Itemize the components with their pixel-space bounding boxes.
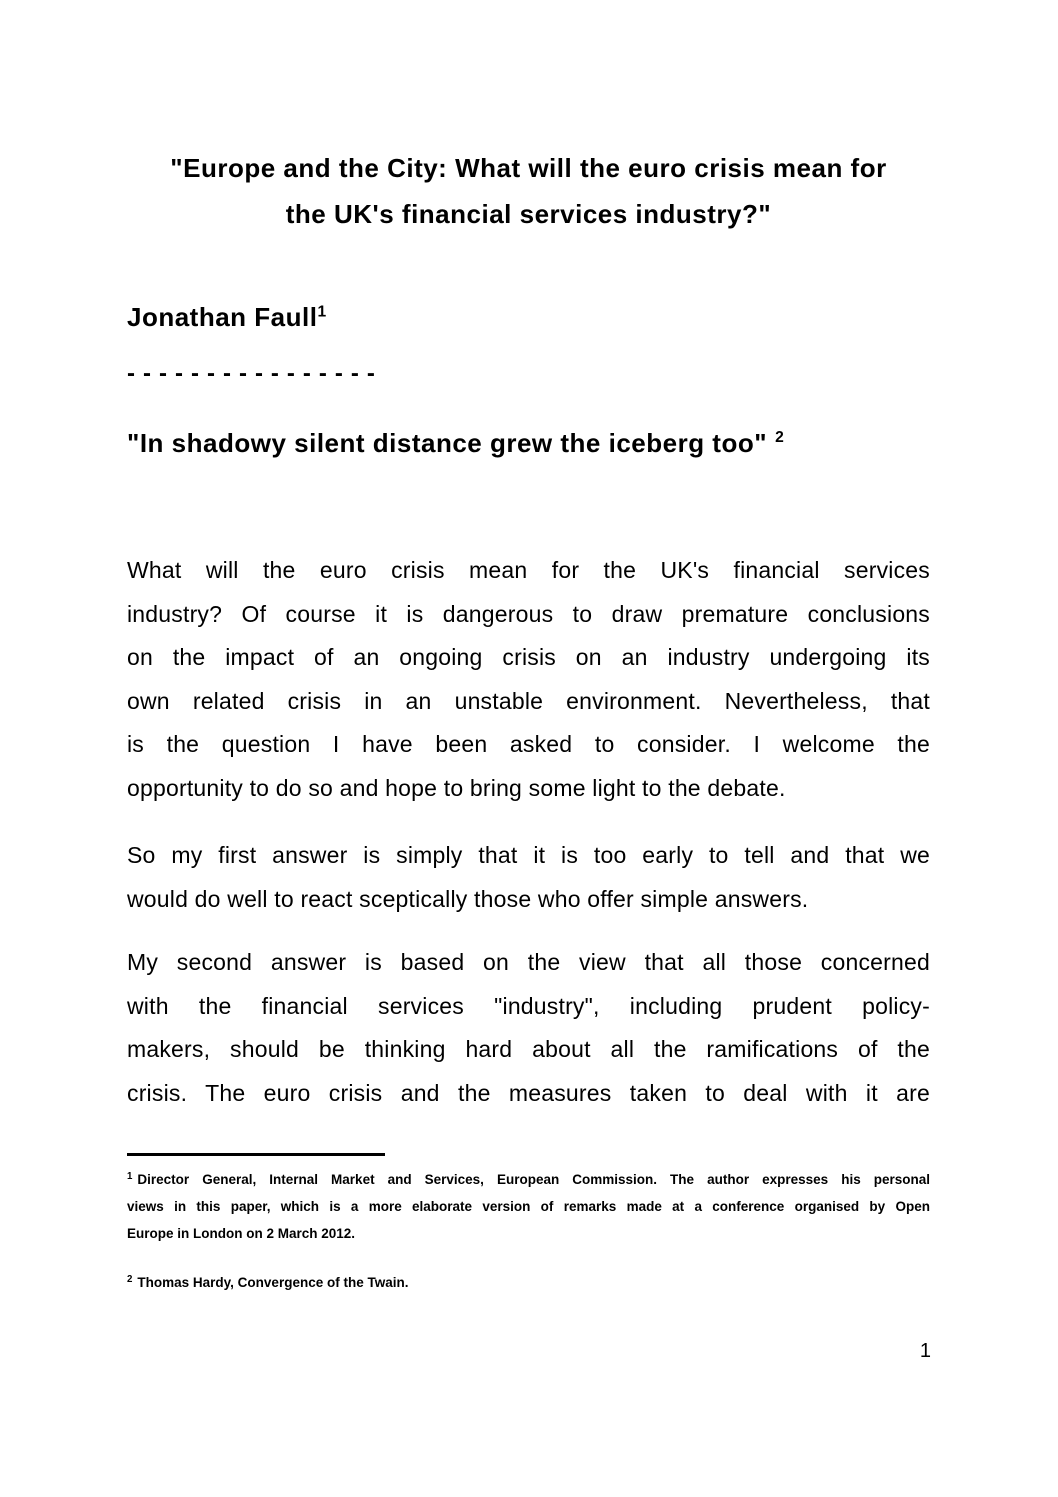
- title-line-1: "Europe and the City: What will the euro crisis mean for: [170, 153, 887, 183]
- page-number: 1: [919, 1340, 931, 1362]
- body-line: What will the euro crisis mean for the UK's financial services: [127, 557, 930, 583]
- author-footnote-ref: 1: [317, 303, 327, 321]
- footnote-line: [127, 1166, 930, 1193]
- footnote-marker: 1: [127, 1170, 133, 1182]
- body-line: crisis. The euro crisis and the measures taken to deal with it are: [127, 1079, 930, 1106]
- author-name: Jonathan Faull: [127, 302, 318, 332]
- footnote-line: Europe in London on 2 March 2012.: [127, 1226, 356, 1241]
- page-content: [0, 145, 1058, 1296]
- body-line: opportunity to do so and hope to bring some light to the debate.: [127, 774, 786, 801]
- footnote-line: views in this paper, which is a more elaborate version of remarks made at a conference organised by Open: [127, 1199, 930, 1214]
- body-line: own related crisis in an unstable environment. Nevertheless, that: [127, 687, 930, 714]
- document-title: [127, 145, 930, 237]
- body-line: industry? Of course it is dangerous to draw premature conclusions: [127, 600, 930, 627]
- body-line: makers, should be thinking hard about all the ramifications of the: [127, 1036, 930, 1062]
- footnote-marker: 2: [127, 1273, 133, 1285]
- footnote-text: Thomas Hardy, Convergence of the Twain.: [137, 1275, 409, 1290]
- body-paragraph-1: [127, 549, 930, 810]
- body-paragraph-3: [127, 941, 930, 1115]
- footnote-text: Director General, Internal Market and Services, European Commission. The author expresses his personal: [137, 1172, 930, 1187]
- epigraph-text: "In shadowy silent distance grew the iceberg too": [127, 428, 768, 458]
- author-line: [127, 299, 930, 335]
- title-line-2: the UK's financial services industry?": [285, 199, 772, 229]
- body-line: My second answer is based on the view that all those concerned: [127, 949, 930, 975]
- body-line: would do well to react sceptically those who offer simple answers.: [127, 885, 809, 912]
- body-line: is the question I have been asked to consider. I welcome the: [127, 731, 930, 757]
- epigraph-footnote-ref: 2: [775, 429, 785, 447]
- epigraph-quote: [127, 425, 930, 461]
- body-line: So my first answer is simply that it is too early to tell and that we: [127, 842, 930, 868]
- footnote-separator-rule: [127, 1153, 385, 1156]
- footnote-1: [127, 1166, 930, 1247]
- body-line: on the impact of an ongoing crisis on an industry undergoing its: [127, 644, 930, 670]
- dash-separator: ----------------: [127, 360, 383, 387]
- footnote-2: [127, 1269, 930, 1296]
- body-paragraph-2: [127, 834, 930, 921]
- body-line: with the financial services "industry", including prudent policy-: [127, 992, 930, 1019]
